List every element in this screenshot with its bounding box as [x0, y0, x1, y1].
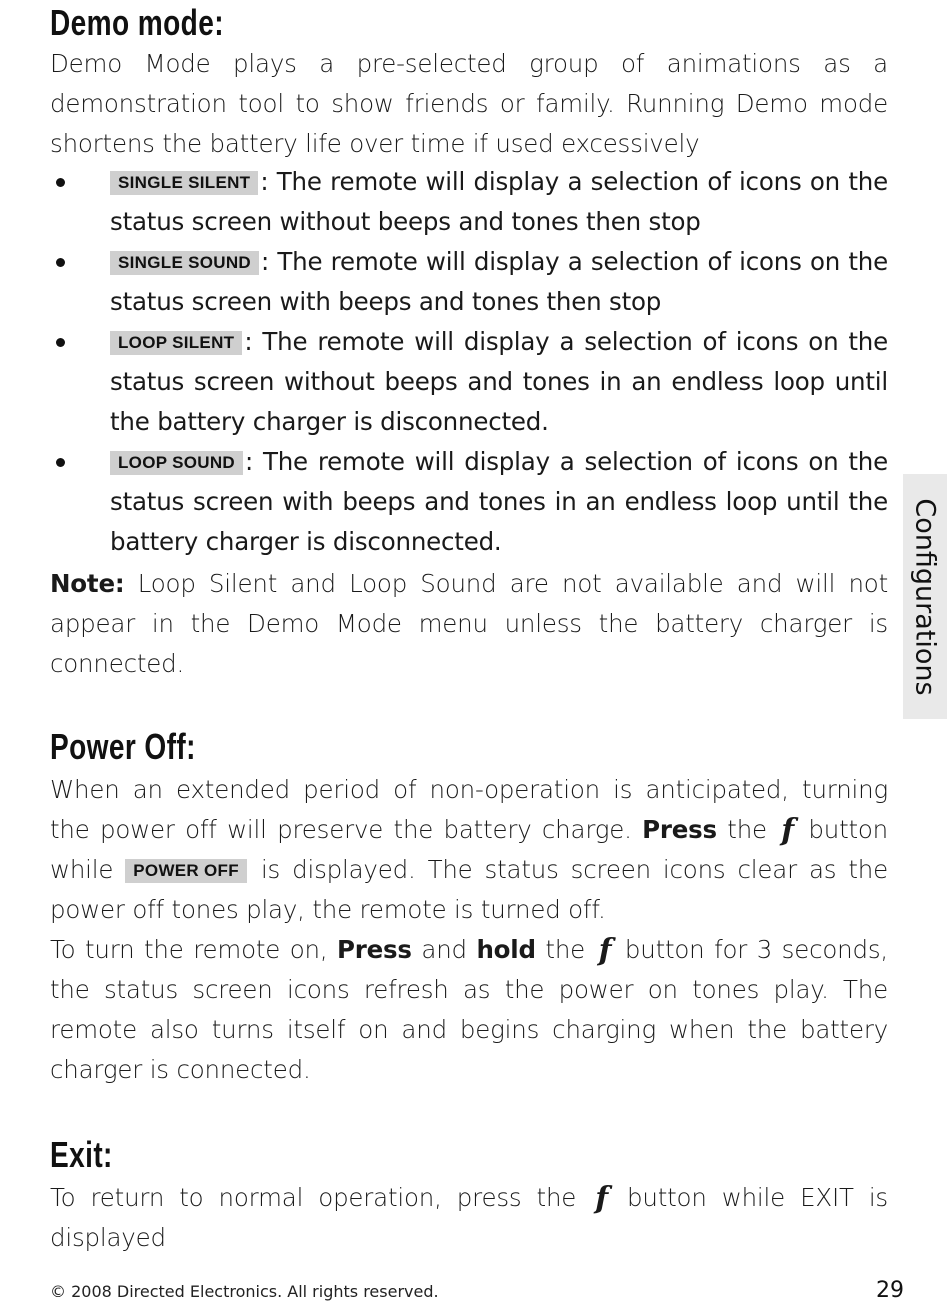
page-number: 29	[876, 1278, 904, 1303]
f-button-icon: f	[781, 813, 795, 848]
power-on-text: the	[535, 935, 595, 964]
bullet-dot	[56, 338, 65, 347]
power-on-text: To turn the remote on,	[50, 935, 337, 964]
f-button-icon: f	[595, 1181, 608, 1216]
option-single-silent	[50, 162, 888, 242]
note-text: Loop Silent and Loop Sound are not available and will not appear in the Demo Mode menu unless the battery charger is connected.	[50, 569, 888, 678]
option-single-sound	[50, 242, 888, 322]
press-keyword: Press	[642, 815, 717, 844]
note-label: Note:	[50, 569, 125, 598]
single-silent-chip: SINGLE SILENT	[110, 171, 258, 195]
power-off-text: the	[716, 815, 778, 844]
bullet-dot	[56, 458, 65, 467]
power-off-paragraph-2	[50, 930, 888, 1090]
demo-mode-options	[50, 162, 888, 562]
power-off-text: button while	[50, 815, 888, 884]
power-off-chip: POWER OFF	[125, 859, 247, 883]
bullet-dot	[56, 178, 65, 187]
demo-mode-heading: Demo mode:	[50, 2, 224, 43]
power-off-paragraph-1	[50, 770, 888, 930]
power-on-text: and	[411, 935, 477, 964]
configurations-side-tab	[903, 474, 947, 719]
power-off-text: is displayed. The status screen icons clear as the power off tones play, the remote is turned off.	[50, 855, 888, 924]
loop-sound-text: : The remote will display a selection of icons on the status screen with beeps and tones in an endless loop until the battery charger is disconnected.	[110, 447, 888, 556]
option-loop-sound	[50, 442, 888, 562]
exit-heading: Exit:	[50, 1134, 113, 1175]
exit-text: button while EXIT is displayed	[50, 1183, 888, 1252]
exit-paragraph	[50, 1178, 888, 1258]
power-on-text: button for 3 seconds, the status screen icons refresh as the power on tones play. The remote also turns itself on and begins charging when the battery charger is connected.	[50, 935, 889, 1084]
power-off-text: When an extended period of non-operation is anticipated, turning the power off will preserve the battery charge.	[50, 775, 888, 844]
single-sound-text: : The remote will display a selection of icons on the status screen with beeps and tones then stop	[110, 247, 888, 316]
press-keyword: Press	[336, 935, 412, 964]
f-button-icon: f	[598, 933, 612, 968]
loop-silent-chip: LOOP SILENT	[110, 331, 242, 355]
hold-keyword: hold	[476, 935, 536, 964]
power-off-heading: Power Off:	[50, 726, 196, 767]
demo-mode-note	[50, 564, 888, 684]
single-silent-text: : The remote will display a selection of icons on the status screen without beeps and tones then stop	[110, 167, 888, 236]
loop-sound-chip: LOOP SOUND	[110, 451, 243, 475]
loop-silent-text: : The remote will display a selection of icons on the status screen without beeps and tones in an endless loop until the battery charger is disconnected.	[110, 327, 888, 436]
side-tab-label: Configurations	[909, 497, 941, 696]
single-sound-chip: SINGLE SOUND	[110, 251, 259, 275]
bullet-dot	[56, 258, 65, 267]
copyright-footer: © 2008 Directed Electronics. All rights reserved.	[50, 1282, 439, 1301]
demo-mode-intro: Demo Mode plays a pre-selected group of animations as a demonstration tool to show friends or family. Running Demo mode shortens the battery life over time if used excessively	[50, 49, 888, 158]
exit-text: To return to normal operation, press the	[50, 1183, 592, 1212]
option-loop-silent	[50, 322, 888, 442]
